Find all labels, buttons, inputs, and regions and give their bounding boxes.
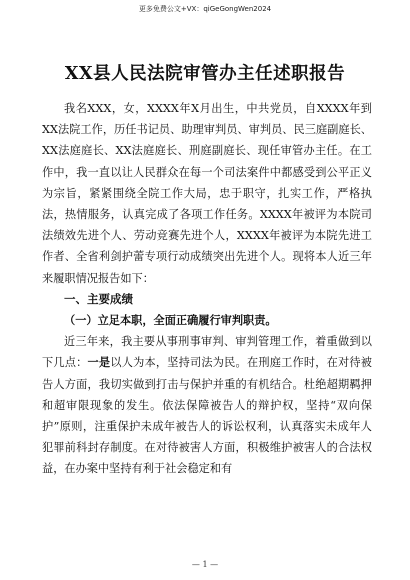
- document-title: XX县人民法院审管办主任述职报告: [64, 64, 346, 84]
- intro-paragraph: 我名XXX，女，XXXX年X月出生，中共党员，自XXXX年到XX法院工作，历任书记员、助理审判员、审判员、民三庭副庭长、XX法庭庭长、XX法庭庭长、刑庭副庭长、现任审管办主任。在工作中，我一直以让人民群众在每一个司法案件中都感受到公平正义为宗旨，紧紧围绕全院工作大局，忠于职守，扎实工作，严格执法，热情服务，认真完成了各项工作任务。XXXX年被评为本院司法绩效先进个人、劳动竞赛先进个人，XXXX年被评为本院先进工作者、全省利剑护蕾专项行动成绩突出先进个人。现将本人近三年来履职情况报告如下：: [42, 102, 372, 285]
- header-note: 更多免费公文+VX：qiGeGongWen2024: [138, 5, 272, 13]
- paragraph-text: 近三年来，我主要从事刑事审判、审判管理工作，着重做到以下几点：: [42, 335, 372, 370]
- section-heading: 一、主要成绩: [64, 291, 133, 306]
- document-body: [42, 98, 372, 480]
- subsection-heading: （一）立足本职，全面正确履行审判职责。: [64, 313, 277, 328]
- page-number: — 1 —: [191, 560, 219, 569]
- paragraph-lead-phrase: 一是: [87, 355, 111, 370]
- body-paragraph: [42, 331, 372, 479]
- paragraph-text-continued: 以人为本，坚持司法为民。在刑庭工作时，在对待被告人方面，我切实做到打击与保护并重的有机结合。杜绝超期羁押和超审限现象的发生。依法保障被告人的辩护权，坚持“双向保护”原则，注重保护未成年被告人的诉讼权利，认真落实未成年人犯罪前科封存制度。在对待被害人方面，积极维护被害人的合法权益，在办案中坚持有利于社会稳定和有: [42, 356, 372, 476]
